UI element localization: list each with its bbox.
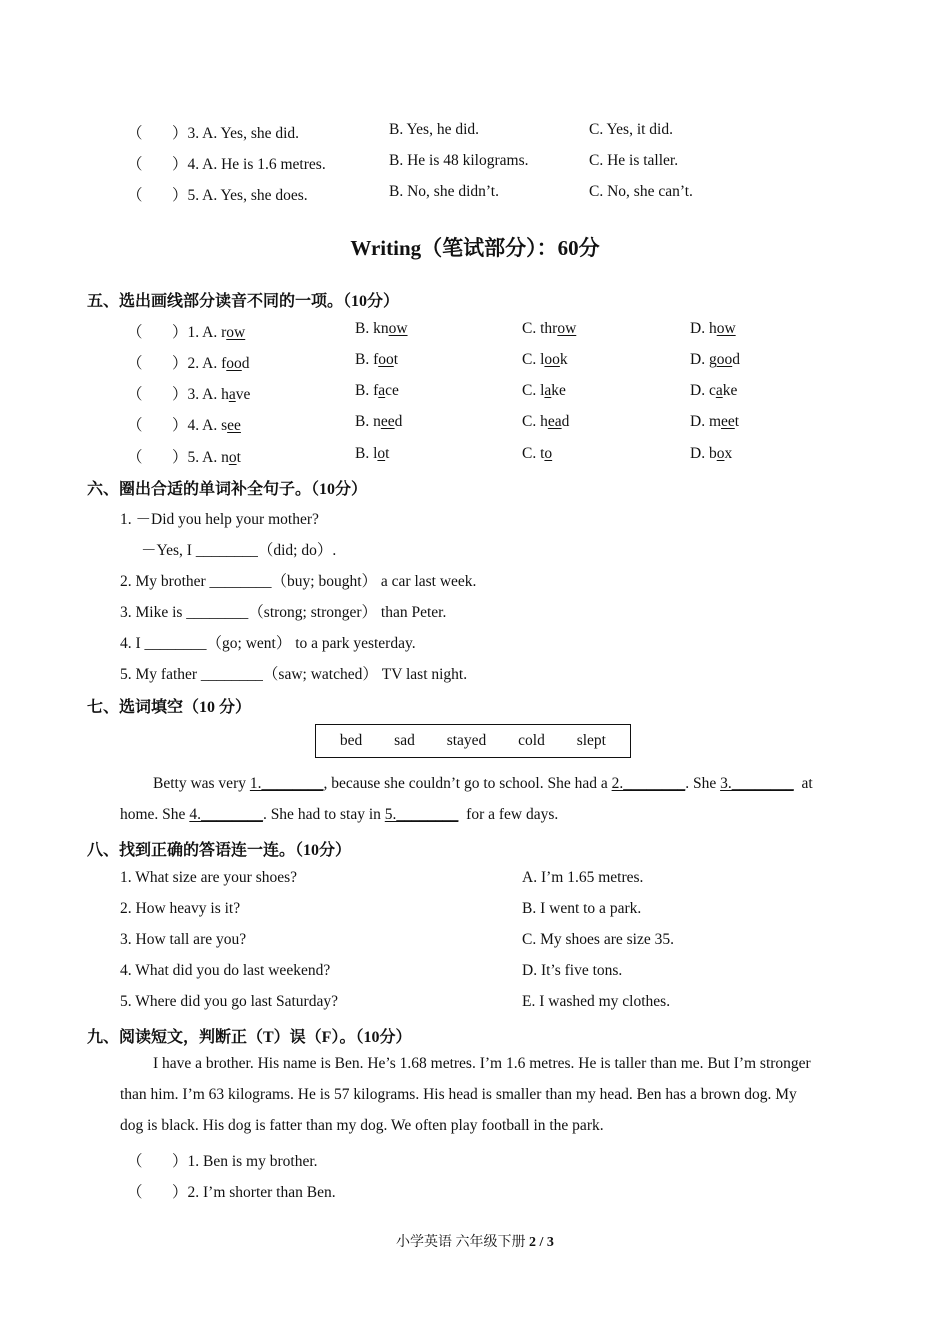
passage-line: dog is black. His dog is fatter than my dog. We often play football in the park. [120, 1117, 604, 1134]
sentence: 1. －Did you help your mother? [120, 511, 319, 528]
option-d: D. good [690, 351, 740, 368]
option-b: B. foot [355, 351, 399, 368]
answer-paren: （ [127, 355, 143, 372]
word-bank-item: slept [576, 732, 606, 749]
passage-line: I have a brother. His name is Ben. He’s 1.68 metres. I’m 1.6 metres. He is taller than me. But I’m stronger [153, 1055, 811, 1072]
tf-item: ）1. Ben is my brother. [172, 1153, 318, 1170]
option-d: D. how [690, 320, 736, 337]
question: 4. What did you do last weekend? [120, 962, 331, 979]
word-bank-item: stayed [446, 732, 487, 749]
answer: D. It’s five tons. [522, 962, 623, 979]
answer-paren: （ [127, 187, 143, 204]
option-a: ）5. A. not [172, 449, 241, 466]
answer: E. I washed my clothes. [522, 993, 671, 1010]
option-a: ）1. A. row [172, 324, 246, 341]
option-a: ）3. A. have [172, 386, 251, 403]
sentence: 2. My brother ________（buy; bought） a car last week. [120, 573, 477, 590]
passage-line: than him. I’m 63 kilograms. He is 57 kilograms. His head is smaller than my head. Ben has a brown dog. My [120, 1086, 797, 1103]
sentence: 3. Mike is ________（strong; stronger） than Peter. [120, 604, 447, 621]
section5-heading: 五、选出画线部分读音不同的一项。（10分） [87, 293, 400, 310]
answer: C. My shoes are size 35. [522, 931, 674, 948]
answer-paren: （ [127, 1153, 143, 1170]
page-footer: 小学英语 六年级下册 2 / 3 [396, 1235, 554, 1250]
option-b: B. know [355, 320, 408, 337]
cloze-line-1: Betty was very 1.________, because she couldn’t go to school. She had a 2.________. She 3.________ at [153, 775, 813, 792]
word-bank-item: bed [339, 732, 363, 749]
option-a: ）4. A. see [172, 417, 241, 434]
option-b: B. need [355, 413, 403, 430]
question: 2. How heavy is it? [120, 900, 241, 917]
question: 1. What size are your shoes? [120, 869, 298, 886]
blank: 3.________ [720, 775, 794, 792]
option-d: D. meet [690, 413, 740, 430]
sentence: －Yes, I ________（did; do）. [141, 542, 337, 559]
answer: A. I’m 1.65 metres. [522, 869, 644, 886]
blank: 2.________ [611, 775, 686, 792]
sentence: 4. I ________（go; went） to a park yesterday. [120, 635, 416, 652]
option-a: ）2. A. food [172, 355, 250, 372]
section6-heading: 六、圈出合适的单词补全句子。（10分） [87, 481, 368, 498]
writing-title: Writing（笔试部分）：60分 [350, 236, 600, 260]
option-b: B. Yes, he did. [389, 121, 480, 138]
option-b: B. lot [355, 445, 390, 462]
option-c: C. look [522, 351, 568, 368]
option-c: C. lake [522, 382, 566, 399]
section7-heading: 七、选词填空（10 分） [87, 699, 252, 716]
answer-paren: （ [127, 1184, 143, 1201]
answer-paren: （ [127, 324, 143, 341]
option-a: ）4. A. He is 1.6 metres. [172, 156, 326, 173]
blank: 4.________ [189, 806, 263, 823]
answer: B. I went to a park. [522, 900, 642, 917]
option-c: C. throw [522, 320, 577, 337]
blank: 1.________ [249, 775, 324, 792]
option-a: ）3. A. Yes, she did. [172, 125, 300, 142]
option-c: C. No, she can’t. [589, 183, 693, 200]
option-b: B. No, she didn’t. [389, 183, 499, 200]
option-b: B. He is 48 kilograms. [389, 152, 529, 169]
option-c: C. to [522, 445, 553, 462]
answer-paren: （ [127, 417, 143, 434]
answer-paren: （ [127, 125, 143, 142]
option-d: D. box [690, 445, 733, 462]
answer-paren: （ [127, 449, 143, 466]
answer-paren: （ [127, 156, 143, 173]
tf-item: ）2. I’m shorter than Ben. [172, 1184, 336, 1201]
option-a: ）5. A. Yes, she does. [172, 187, 308, 204]
word-bank-item: sad [394, 732, 415, 749]
section9-heading: 九、阅读短文，判断正（T）误（F）。（10分） [87, 1029, 412, 1046]
cloze-line-2: home. She 4.________. She had to stay in 5.________ for a few days. [120, 806, 559, 823]
option-c: C. He is taller. [589, 152, 679, 169]
option-c: C. Yes, it did. [589, 121, 673, 138]
question: 5. Where did you go last Saturday? [120, 993, 338, 1010]
blank: 5.________ [384, 806, 459, 823]
option-c: C. head [522, 413, 570, 430]
option-d: D. cake [690, 382, 738, 399]
answer-paren: （ [127, 386, 143, 403]
question: 3. How tall are you? [120, 931, 247, 948]
word-bank [315, 724, 631, 758]
page-number: 2 / 3 [529, 1235, 554, 1250]
sentence: 5. My father ________（saw; watched） TV last night. [120, 666, 468, 683]
section8-heading: 八、找到正确的答语连一连。（10分） [87, 842, 352, 859]
word-bank-item: cold [518, 732, 545, 749]
option-b: B. face [355, 382, 399, 399]
